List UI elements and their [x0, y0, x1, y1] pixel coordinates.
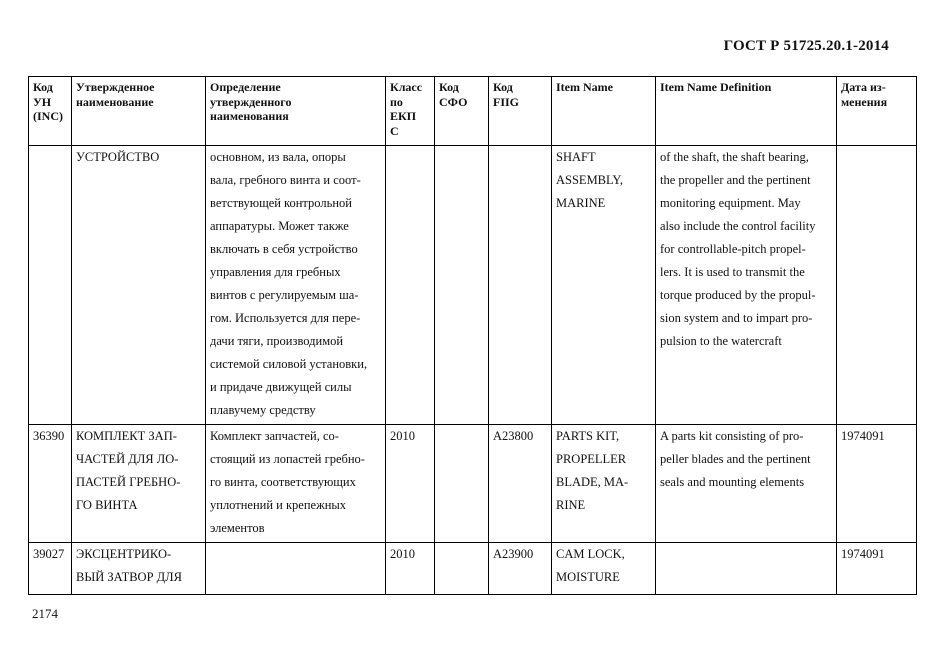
cell-sfo-code [435, 425, 489, 543]
cell-definition-ru: основном, из вала, опоры вала, гребного винта и соот- ветствующей контрольной аппаратуры. Может также включать в себя устройство управления для гребных винтов с регулируемым ша- гом. Используется для пере- дачи тяги, производимой системой силовой установки, и придаче движущей силы плавучему средству [206, 146, 386, 425]
cell-item-name-definition: of the shaft, the shaft bearing, the propeller and the pertinent monitoring equipment. May also include the control facility for controllable-pitch propel- lers. It is used to transmit the torque produced by the propul- sion system and to impart pro- pulsion to the watercraft [656, 146, 837, 425]
cell-inc [29, 146, 72, 425]
table-header-row [29, 77, 917, 146]
table-row [29, 425, 917, 543]
cell-ekps-class [386, 146, 435, 425]
cell-fiig-code: A23800 [489, 425, 552, 543]
nomenclature-table [28, 76, 917, 595]
header-inc-code: Код УН (INC) [29, 77, 72, 146]
cell-item-name-definition: A parts kit consisting of pro- peller blades and the pertinent seals and mounting elements [656, 425, 837, 543]
cell-approved-name: КОМПЛЕКТ ЗАП- ЧАСТЕЙ ДЛЯ ЛО- ПАСТЕЙ ГРЕБНО- ГО ВИНТА [72, 425, 206, 543]
cell-item-name-definition [656, 543, 837, 595]
cell-approved-name: ЭКСЦЕНТРИКО- ВЫЙ ЗАТВОР ДЛЯ [72, 543, 206, 595]
cell-item-name: PARTS KIT, PROPELLER BLADE, MA- RINE [552, 425, 656, 543]
cell-fiig-code [489, 146, 552, 425]
cell-fiig-code: A23900 [489, 543, 552, 595]
table-row [29, 543, 917, 595]
table-row [29, 146, 917, 425]
standard-code: ГОСТ Р 51725.20.1-2014 [723, 38, 889, 54]
header-item-name-definition: Item Name Definition [656, 77, 837, 146]
page-number: 2174 [32, 606, 58, 621]
header-ekps-class: Класс по ЕКП С [386, 77, 435, 146]
cell-sfo-code [435, 146, 489, 425]
header-approved-name: Утвержденное наименование [72, 77, 206, 146]
header-item-name: Item Name [552, 77, 656, 146]
cell-sfo-code [435, 543, 489, 595]
cell-change-date [837, 146, 917, 425]
cell-change-date: 1974091 [837, 425, 917, 543]
cell-inc: 39027 [29, 543, 72, 595]
cell-ekps-class: 2010 [386, 543, 435, 595]
cell-ekps-class: 2010 [386, 425, 435, 543]
cell-item-name: CAM LOCK, MOISTURE [552, 543, 656, 595]
cell-change-date: 1974091 [837, 543, 917, 595]
header-sfo-code: Код СФО [435, 77, 489, 146]
cell-definition-ru [206, 543, 386, 595]
header-change-date: Дата из- менения [837, 77, 917, 146]
header-fiig-code: Код FIIG [489, 77, 552, 146]
cell-item-name: SHAFT ASSEMBLY, MARINE [552, 146, 656, 425]
cell-definition-ru: Комплект запчастей, со- стоящий из лопастей гребно- го винта, соответствующих уплотнений и крепежных элементов [206, 425, 386, 543]
cell-approved-name: УСТРОЙСТВО [72, 146, 206, 425]
header-name-definition-ru: Определение утвержденного наименования [206, 77, 386, 146]
cell-inc: 36390 [29, 425, 72, 543]
